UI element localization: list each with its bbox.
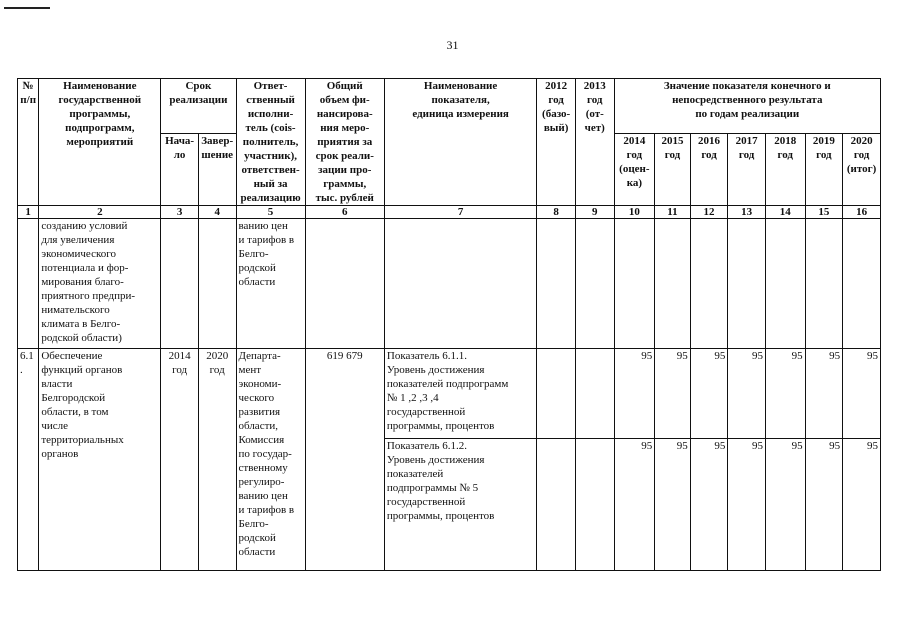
- value-2020: 95: [843, 349, 881, 439]
- cell-empty: [843, 219, 881, 349]
- scan-artifact-line: [4, 7, 50, 9]
- cell-empty: [690, 219, 728, 349]
- column-number: 7: [384, 206, 536, 219]
- cell-empty: [305, 219, 384, 349]
- value-2015: 95: [655, 349, 691, 439]
- cell-empty: [765, 219, 805, 349]
- row-volume: 619 679: [305, 349, 384, 571]
- header-row-1: [18, 79, 881, 134]
- value-2017: 95: [728, 439, 766, 571]
- column-number: 5: [236, 206, 305, 219]
- column-number: 3: [161, 206, 199, 219]
- value-2019: 95: [805, 439, 843, 571]
- value-2014: 95: [614, 349, 655, 439]
- header-year-2014: 2014 год (оцен- ка): [614, 133, 655, 205]
- cell-empty: [728, 219, 766, 349]
- row-executor: Департа- мент экономи- ческого развития области, Комиссия по государ- ственному регулиро- ванию цен и тарифов в Белго- родской области: [236, 349, 305, 571]
- row-name: Обеспечение функций органов власти Белгородской области, в том числе территориальных органов: [39, 349, 161, 571]
- header-term-end: Завер- шение: [198, 133, 236, 205]
- cell-2013: [575, 439, 614, 571]
- column-number: 1: [18, 206, 39, 219]
- row-end: 2020 год: [198, 349, 236, 571]
- cell-empty: [575, 219, 614, 349]
- header-2013: 2013 год (от- чет): [575, 79, 614, 206]
- continuation-row: [18, 219, 881, 349]
- column-number: 16: [843, 206, 881, 219]
- cell-empty: [384, 219, 536, 349]
- value-2015: 95: [655, 439, 691, 571]
- value-2016: 95: [690, 349, 728, 439]
- value-2018: 95: [765, 349, 805, 439]
- column-number: 15: [805, 206, 843, 219]
- value-2018: 95: [765, 439, 805, 571]
- value-2020: 95: [843, 439, 881, 571]
- row-start: 2014 год: [161, 349, 199, 571]
- value-2019: 95: [805, 349, 843, 439]
- column-numbers-row: [18, 206, 881, 219]
- header-volume: Общий объем фи- нансирова- ния меро- приятия за срок реали- зации про- граммы, тыс. рублей: [305, 79, 384, 206]
- header-year-2019: 2019 год: [805, 133, 843, 205]
- cell-empty: [614, 219, 655, 349]
- cell-2012: [537, 439, 576, 571]
- row-6-1-indicator-1: [18, 349, 881, 439]
- column-number: 6: [305, 206, 384, 219]
- column-number: 9: [575, 206, 614, 219]
- column-number: 14: [765, 206, 805, 219]
- header-year-2016: 2016 год: [690, 133, 728, 205]
- header-year-2017: 2017 год: [728, 133, 766, 205]
- column-number: 8: [537, 206, 576, 219]
- column-number: 2: [39, 206, 161, 219]
- page-number: 31: [446, 38, 459, 52]
- value-2016: 95: [690, 439, 728, 571]
- header-indicator: Наименование показателя, единица измерения: [384, 79, 536, 206]
- header-name: Наименование государственной программы, подпрограмм, мероприятий: [39, 79, 161, 206]
- header-2012: 2012 год (базо- вый): [537, 79, 576, 206]
- column-number: 12: [690, 206, 728, 219]
- column-number: 10: [614, 206, 655, 219]
- program-table: [17, 78, 881, 571]
- cell-empty: [18, 219, 39, 349]
- header-year-2020: 2020 год (итог): [843, 133, 881, 205]
- cell-empty: [805, 219, 843, 349]
- cell-empty: [161, 219, 199, 349]
- header-executor: Ответ- ственный исполни- тель (сois- полнитель, участник), ответствен- ный за реализацию: [236, 79, 305, 206]
- header-values-group: Значение показателя конечного и непосредственного результата по годам реализации: [614, 79, 880, 134]
- header-year-2015: 2015 год: [655, 133, 691, 205]
- cell-2012: [537, 349, 576, 439]
- cont-name: созданию условий для увеличения экономического потенциала и фор- мирования благо- приятного предпри- нимательского климата в Белго- родской области): [39, 219, 161, 349]
- row-no: 6.1.: [18, 349, 39, 571]
- cell-2013: [575, 349, 614, 439]
- cell-empty: [655, 219, 691, 349]
- cont-executor: ванию цен и тарифов в Белго- родской области: [236, 219, 305, 349]
- value-2017: 95: [728, 349, 766, 439]
- header-year-2018: 2018 год: [765, 133, 805, 205]
- header-term: Срок реализации: [161, 79, 236, 134]
- indicator-6-1-2: Показатель 6.1.2. Уровень достижения показателей подпрограммы № 5 государственной программы, процентов: [384, 439, 536, 571]
- header-term-start: Нача- ло: [161, 133, 199, 205]
- indicator-6-1-1: Показатель 6.1.1. Уровень достижения показателей подпрограмм № 1 ,2 ,3 ,4 государственной программы, процентов: [384, 349, 536, 439]
- cell-empty: [537, 219, 576, 349]
- column-number: 11: [655, 206, 691, 219]
- column-number: 4: [198, 206, 236, 219]
- cell-empty: [198, 219, 236, 349]
- column-number: 13: [728, 206, 766, 219]
- value-2014: 95: [614, 439, 655, 571]
- header-no: № п/п: [18, 79, 39, 206]
